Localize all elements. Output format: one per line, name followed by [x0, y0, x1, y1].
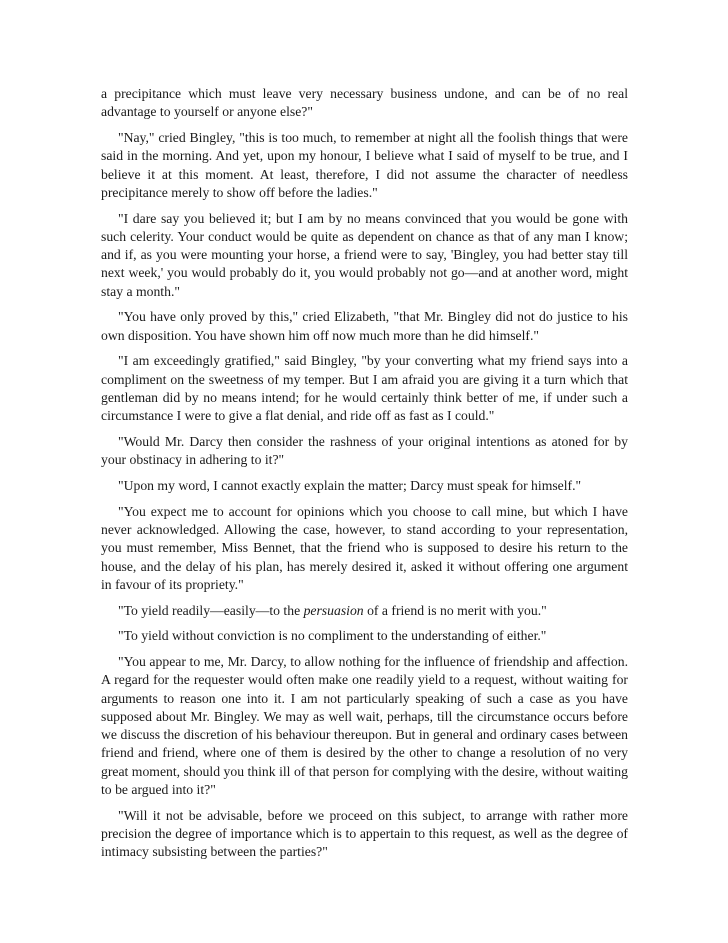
paragraph-5: "I am exceedingly gratified," said Bingley, "by your converting what my friend says into a compliment on the sweetness of my temper. But I am afraid you are giving it a turn which that gentleman did by no means intend; for he would certainly think better of me, if under such a circumstance I were to give a flat denial, and ride off as fast as I could." [101, 353, 628, 424]
paragraph-4: "You have only proved by this," cried Elizabeth, "that Mr. Bingley did not do justice to his own disposition. You have shown him off now much more than he did himself." [101, 309, 628, 343]
paragraph-9 [101, 602, 628, 620]
body-text [101, 85, 628, 869]
paragraph-7: "Upon my word, I cannot exactly explain the matter; Darcy must speak for himself." [118, 477, 582, 493]
paragraph-1: a precipitance which must leave very necessary business undone, and can be of no real advantage to yourself or anyone else?" [101, 86, 628, 120]
paragraph-8: "You expect me to account for opinions which you choose to call mine, but which I have never acknowledged. Allowing the case, however, to stand according to your representation, you must remember, Miss Bennet, that the friend who is supposed to desire his return to the house, and the delay of his plan, has merely desired it, asked it without offering one argument in favour of its propriety." [101, 503, 628, 592]
paragraph-11: "You appear to me, Mr. Darcy, to allow nothing for the influence of friendship and affection. A regard for the requester would often make one readily yield to a request, without waiting for arguments to reason one into it. I am not particularly speaking of such a case as you have supposed about Mr. Bingley. We may as well wait, perhaps, till the circumstance occurs before we discuss the discretion of his behaviour thereupon. But in general and ordinary cases between friend and friend, where one of them is desired by the other to change a resolution of no very great moment, should you think ill of that person for complying with the desire, without waiting to be argued into it?" [101, 653, 628, 797]
paragraph-9-italic: persuasion [303, 602, 364, 618]
paragraph-9-after: of a friend is no merit with you." [363, 602, 547, 618]
paragraph-12: "Will it not be advisable, before we proceed on this subject, to arrange with rather more precision the degree of importance which is to appertain to this request, as well as the degree of intimacy subsisting between the parties?" [101, 807, 628, 860]
paragraph-10: "To yield without conviction is no compliment to the understanding of either." [118, 628, 547, 644]
paragraph-6: "Would Mr. Darcy then consider the rashness of your original intentions as atoned for by your obstinacy in adhering to it?" [101, 434, 628, 468]
paragraph-3: "I dare say you believed it; but I am by no means convinced that you would be gone with such celerity. Your conduct would be quite as dependent on chance as that of any man I know; and if, as you were mounting your horse, a friend were to say, 'Bingley, you had better stay till next week,' you would probably do it, you would probably not go—and at another word, might stay a month." [101, 210, 628, 299]
paragraph-2: "Nay," cried Bingley, "this is too much, to remember at night all the foolish things that were said in the morning. And yet, upon my honour, I believe what I said of myself to be true, and I believe it at this moment. At least, therefore, I did not assume the character of needless precipitance merely to show off before the ladies." [101, 129, 628, 200]
paragraph-9-before: "To yield readily—easily—to the [118, 602, 304, 618]
